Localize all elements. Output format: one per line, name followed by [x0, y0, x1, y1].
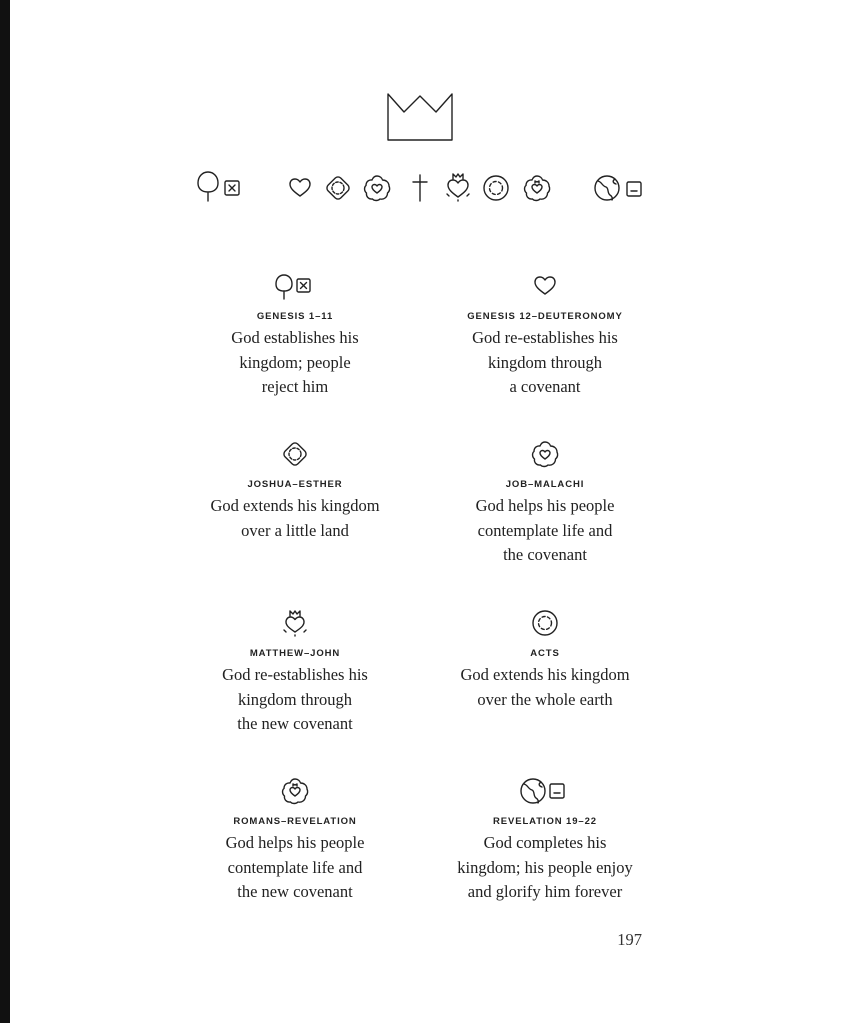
description-line: kingdom through — [237, 689, 353, 709]
page-edge-shadow — [0, 0, 10, 1023]
description-line: God helps his people — [225, 833, 365, 852]
description-line: kingdom through — [487, 352, 603, 372]
scripture-reference: MATTHEW–JOHN — [249, 648, 341, 659]
page-number: 197 — [617, 930, 642, 949]
scripture-reference: JOSHUA–ESTHER — [247, 479, 343, 490]
dotted-circle-icon — [482, 174, 510, 202]
entry-description — [185, 326, 405, 400]
description-line: and glorify him forever — [467, 882, 623, 901]
entry-revelation-19-22 — [435, 777, 655, 905]
description-line: over the whole earth — [477, 689, 613, 709]
description-line: the new covenant — [237, 714, 353, 733]
entry-description — [185, 494, 405, 543]
entry-description — [185, 831, 405, 905]
description-line: over a little land — [241, 520, 349, 540]
tree-x-box-icon — [271, 272, 319, 300]
scripture-reference: JOB–MALACHI — [505, 479, 585, 490]
x-box-icon — [224, 180, 240, 196]
scripture-reference: ROMANS–REVELATION — [233, 816, 357, 827]
heart-flower-icon — [523, 174, 551, 202]
description-line: reject him — [261, 377, 329, 396]
crowned-heart-icon — [445, 172, 471, 202]
entry-romans-revelation — [185, 777, 405, 905]
entry-description — [435, 831, 655, 905]
description-line: God extends his kingdom — [460, 665, 630, 684]
description-line: the covenant — [503, 545, 587, 564]
globe-icon — [593, 174, 621, 202]
face-box-icon — [626, 181, 642, 197]
scripture-reference: ACTS — [530, 648, 560, 659]
entry-job-malachi — [435, 440, 655, 568]
entry-matthew-john — [185, 609, 405, 737]
entry-joshua-esther — [185, 440, 405, 543]
tree-icon — [197, 170, 219, 202]
heart-icon — [289, 178, 311, 198]
entry-genesis-12-deuteronomy — [435, 272, 655, 400]
heart-flower-icon — [271, 777, 319, 805]
description-line: the new covenant — [237, 882, 353, 901]
description-line: contemplate life and — [227, 857, 363, 877]
dotted-circle-icon — [521, 609, 569, 637]
description-line: God re-establishes his — [222, 665, 368, 684]
scripture-reference: REVELATION 19–22 — [493, 816, 597, 827]
entry-description — [435, 494, 655, 568]
description-line: God helps his people — [475, 496, 615, 515]
diamond-circle-icon — [324, 174, 352, 202]
description-line: God re-establishes his — [472, 328, 618, 347]
description-line: God completes his — [483, 833, 607, 852]
icon-timeline-strip — [0, 170, 866, 210]
description-line: contemplate life and — [477, 520, 613, 540]
description-line: a covenant — [509, 377, 581, 396]
description-line: God extends his kingdom — [210, 496, 380, 515]
globe-face-box-icon — [517, 777, 573, 805]
crown-icon — [386, 90, 454, 142]
entry-description — [185, 663, 405, 737]
entry-description — [435, 663, 655, 712]
heart-cloud-icon — [521, 440, 569, 468]
crowned-heart-icon — [271, 609, 319, 637]
scripture-reference: GENESIS 12–DEUTERONOMY — [467, 311, 623, 322]
description-line: kingdom; people — [239, 352, 351, 372]
description-line: kingdom; his people enjoy — [457, 857, 633, 877]
entry-description — [435, 326, 655, 400]
entry-genesis-1-11 — [185, 272, 405, 400]
scripture-reference: GENESIS 1–11 — [256, 311, 334, 322]
heart-cloud-icon — [363, 174, 391, 202]
cross-icon — [411, 174, 429, 202]
heart-icon — [521, 272, 569, 300]
entry-acts — [435, 609, 655, 712]
diamond-circle-icon — [271, 440, 319, 468]
description-line: God establishes his — [231, 328, 359, 347]
